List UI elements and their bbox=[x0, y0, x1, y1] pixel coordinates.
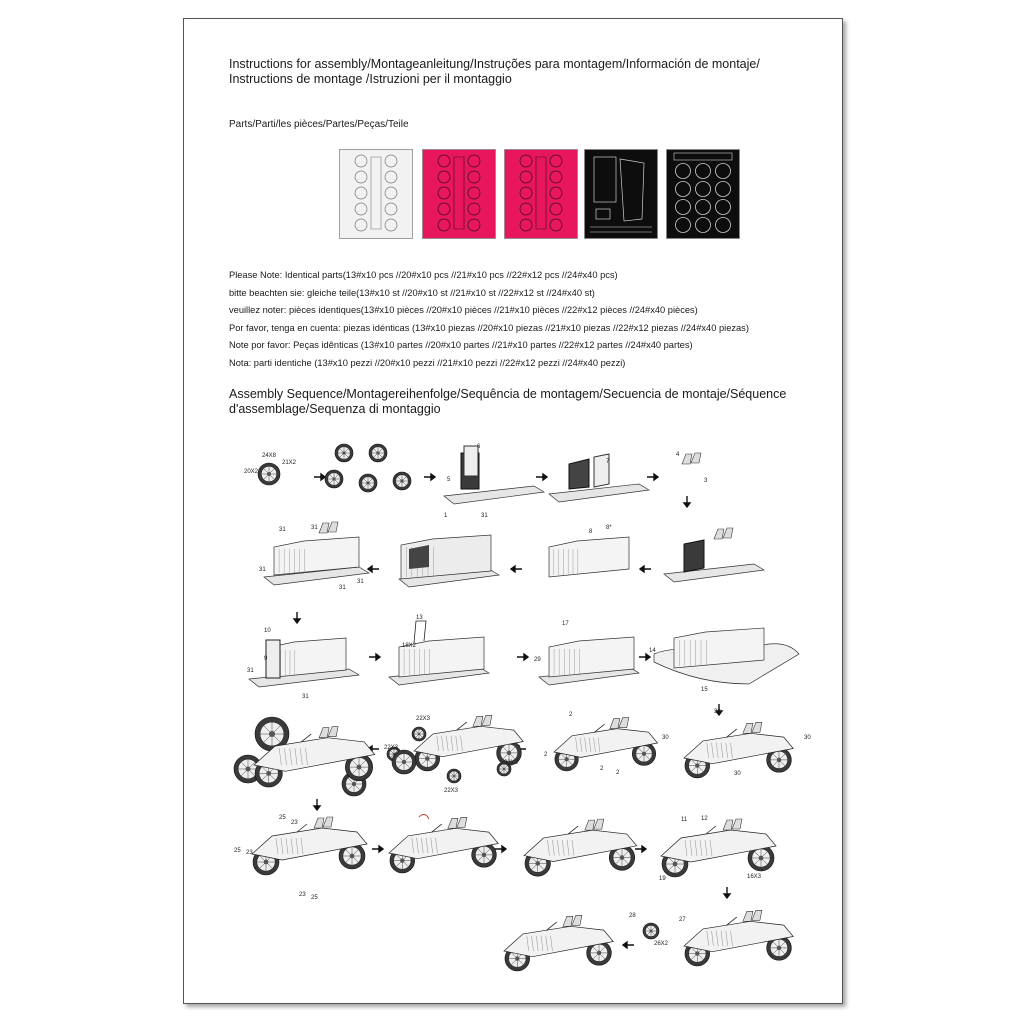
svg-text:30: 30 bbox=[714, 709, 721, 715]
step-arrow bbox=[511, 566, 522, 572]
svg-text:8*: 8* bbox=[606, 525, 612, 531]
svg-text:5: 5 bbox=[447, 477, 451, 483]
part-sheet-pink-1 bbox=[422, 149, 496, 239]
svg-text:22X3: 22X3 bbox=[444, 788, 459, 794]
svg-text:1: 1 bbox=[444, 513, 448, 519]
step-arrow bbox=[372, 846, 383, 852]
parts-heading: Parts/Parti/les pièces/Partes/Peças/Teile bbox=[229, 119, 409, 130]
svg-text:9: 9 bbox=[264, 656, 268, 662]
part-sheet-pink-2 bbox=[504, 149, 578, 239]
svg-text:22X3: 22X3 bbox=[504, 760, 519, 766]
step-23-finished-car bbox=[504, 915, 613, 971]
svg-text:22X3: 22X3 bbox=[384, 745, 399, 751]
note-spanish: Por favor, tenga en cuenta: piezas idénticas (13#x10 piezas //20#x10 piezas //21#x10 piezas //22#x12 piezas //24#x40 piezas) bbox=[229, 322, 749, 333]
part-sheet-black-1 bbox=[584, 149, 658, 239]
step-4-frame bbox=[549, 454, 649, 502]
sequence-heading bbox=[229, 387, 829, 417]
step-18-hubcaps bbox=[234, 815, 367, 901]
step-8-body-shell bbox=[399, 535, 499, 587]
svg-text:8: 8 bbox=[589, 529, 593, 535]
step-arrow bbox=[640, 566, 651, 572]
step-2-wheels bbox=[325, 444, 411, 492]
title-line-1: Instructions for assembly/Montageanleitung/Instruções para montagem/Información de montaje/ bbox=[229, 57, 760, 71]
step-arrow bbox=[517, 654, 528, 660]
svg-text:31: 31 bbox=[481, 513, 488, 519]
svg-text:23: 23 bbox=[299, 892, 306, 898]
assembly-steps-illustration bbox=[184, 419, 842, 979]
svg-text:31: 31 bbox=[259, 567, 266, 573]
svg-text:2: 2 bbox=[569, 712, 573, 718]
svg-text:3: 3 bbox=[704, 478, 708, 484]
step-arrow bbox=[724, 887, 730, 898]
svg-text:17: 17 bbox=[562, 621, 569, 627]
svg-text:6: 6 bbox=[477, 444, 481, 450]
svg-text:23: 23 bbox=[291, 820, 298, 826]
step-12-fenders bbox=[534, 621, 639, 685]
assembly-diagram bbox=[184, 419, 842, 979]
instruction-sheet bbox=[183, 18, 843, 1004]
step-14-mudguards bbox=[662, 709, 811, 778]
step-19-headlights bbox=[389, 814, 498, 873]
svg-text:13: 13 bbox=[416, 615, 423, 621]
step-20-spare-wheel bbox=[524, 819, 637, 876]
step-arrow bbox=[536, 474, 547, 480]
svg-text:29: 29 bbox=[534, 657, 541, 663]
step-arrow bbox=[647, 474, 658, 480]
step-arrow bbox=[314, 474, 325, 480]
step-5-seats bbox=[676, 452, 708, 484]
svg-text:30: 30 bbox=[662, 735, 669, 741]
note-italian: Nota: parti identiche (13#x10 pezzi //20#x10 pezzi //21#x10 pezzi //22#x12 pezzi //24#x40 pezzi) bbox=[229, 357, 626, 368]
step-arrow bbox=[369, 654, 380, 660]
svg-text:31: 31 bbox=[247, 668, 254, 674]
svg-text:31: 31 bbox=[279, 527, 286, 533]
svg-text:12: 12 bbox=[701, 816, 708, 822]
svg-text:16X3: 16X3 bbox=[747, 874, 762, 880]
svg-text:2: 2 bbox=[600, 766, 604, 772]
svg-text:30: 30 bbox=[804, 735, 811, 741]
svg-text:11: 11 bbox=[681, 817, 688, 823]
svg-text:27: 27 bbox=[679, 917, 686, 923]
step-arrow bbox=[314, 799, 320, 810]
svg-text:21X2: 21X2 bbox=[282, 460, 297, 466]
step-1-wheel-parts bbox=[244, 453, 297, 485]
step-arrow bbox=[294, 612, 300, 623]
part-sheet-white bbox=[339, 149, 413, 239]
step-arrow bbox=[368, 566, 379, 572]
svg-text:20X2: 20X2 bbox=[244, 469, 259, 475]
step-arrow bbox=[424, 474, 435, 480]
part-sheets bbox=[339, 149, 759, 241]
svg-text:18X2: 18X2 bbox=[402, 643, 417, 649]
svg-text:31: 31 bbox=[357, 579, 364, 585]
svg-text:25: 25 bbox=[279, 815, 286, 821]
identical-parts-notes bbox=[229, 267, 749, 373]
svg-text:28: 28 bbox=[629, 913, 636, 919]
svg-text:31: 31 bbox=[302, 694, 309, 700]
note-english: Please Note: Identical parts(13#x10 pcs //20#x10 pcs //21#x10 pcs //22#x12 pcs //24#x40 pcs) bbox=[229, 270, 618, 280]
sequence-heading-line-2: d'assemblage/Sequenza di montaggio bbox=[229, 402, 441, 416]
note-french: veuillez noter: pièces identiques(13#x10 pièces //20#x10 pièces //21#x10 pièces //22#x12 pièces //24#x40 pièces) bbox=[229, 305, 698, 316]
step-arrow bbox=[684, 496, 690, 507]
sequence-heading-line-1: Assembly Sequence/Montagereihenfolge/Sequência de montagem/Secuencia de montaje/Séquence bbox=[229, 387, 787, 401]
svg-text:2: 2 bbox=[616, 770, 620, 776]
svg-text:4: 4 bbox=[676, 452, 680, 458]
part-sheet-black-2 bbox=[666, 149, 740, 239]
svg-text:7: 7 bbox=[606, 459, 610, 465]
note-german: bitte beachten sie: gleiche teile(13#x10 st //20#x10 st //21#x10 st //22#x12 st //24#x40 st) bbox=[229, 287, 595, 298]
step-arrow bbox=[635, 846, 646, 852]
step-21-steering bbox=[659, 816, 776, 882]
step-6-rear-assembly bbox=[664, 528, 764, 582]
svg-text:22X3: 22X3 bbox=[416, 716, 431, 722]
svg-text:31: 31 bbox=[339, 585, 346, 591]
svg-text:10: 10 bbox=[264, 628, 271, 634]
svg-text:2: 2 bbox=[544, 752, 548, 758]
step-7-hood-panels bbox=[549, 525, 629, 577]
svg-text:24X8: 24X8 bbox=[262, 453, 277, 459]
step-10-radiator bbox=[247, 628, 359, 700]
note-portuguese: Note por favor: Peças idênticas (13#x10 partes //20#x10 partes //21#x10 partes //22#x12 partes //24#x40 partes) bbox=[229, 340, 693, 351]
svg-text:26X2: 26X2 bbox=[654, 941, 669, 947]
svg-text:23: 23 bbox=[246, 850, 253, 856]
step-3-base bbox=[444, 444, 544, 519]
svg-text:25: 25 bbox=[311, 895, 318, 901]
title-line-2: Instructions de montage /Istruzioni per il montaggio bbox=[229, 72, 512, 86]
step-arrow bbox=[639, 654, 650, 660]
svg-text:31: 31 bbox=[311, 525, 318, 531]
step-22-rear-details bbox=[629, 910, 793, 966]
step-arrow bbox=[495, 846, 506, 852]
svg-text:19: 19 bbox=[659, 876, 666, 882]
step-15-axles bbox=[544, 712, 658, 776]
step-arrow bbox=[623, 942, 634, 948]
svg-text:14: 14 bbox=[649, 648, 656, 654]
svg-text:25: 25 bbox=[234, 848, 241, 854]
step-13-running-board bbox=[649, 628, 799, 693]
svg-text:15: 15 bbox=[701, 687, 708, 693]
svg-text:30: 30 bbox=[734, 771, 741, 777]
step-9-engine-hood bbox=[259, 522, 369, 591]
step-11-windshield bbox=[389, 615, 489, 685]
instructions-title bbox=[229, 57, 829, 87]
